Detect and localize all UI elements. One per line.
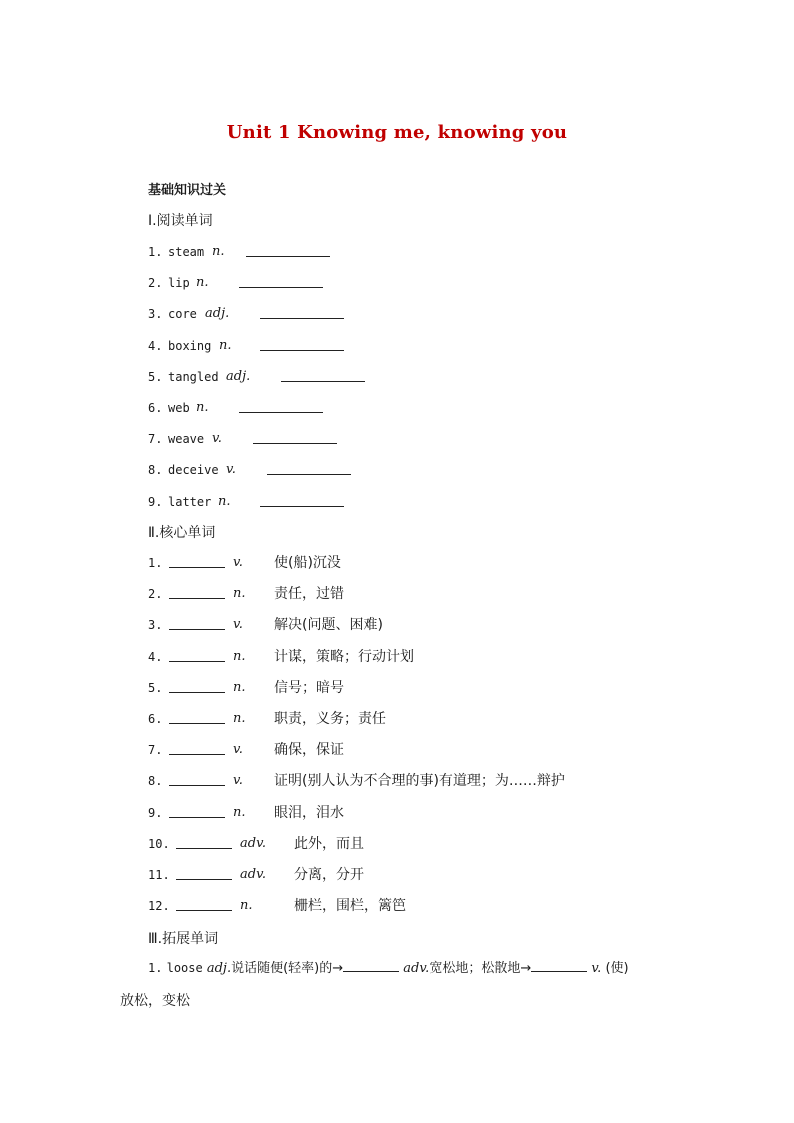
item-meaning: 信号；暗号 [274, 679, 344, 696]
item-pos: v. [212, 431, 222, 447]
item-pos: n. [233, 586, 246, 602]
answer-blank[interactable] [176, 879, 232, 880]
item-number: 6. [148, 712, 163, 726]
core-word-row [0, 771, 794, 791]
core-word-row [0, 584, 794, 604]
item-number: 4. [148, 649, 163, 664]
reading-word-row [0, 398, 794, 418]
item-word: tangled [168, 369, 219, 384]
item-number: 1. [148, 961, 163, 975]
answer-blank[interactable] [176, 848, 232, 849]
core-word-row [0, 678, 794, 698]
item-pos: n. [233, 804, 246, 820]
core-word-row [0, 740, 794, 760]
item-word: steam [168, 245, 205, 259]
item-meaning: 计谋，策略；行动计划 [274, 648, 414, 665]
reading-word-row [0, 336, 794, 356]
item-number: 4. [148, 338, 163, 353]
answer-blank[interactable] [169, 598, 225, 599]
answer-blank[interactable] [239, 287, 323, 288]
item-number: 3. [148, 307, 163, 322]
reading-word-row [0, 242, 794, 262]
reading-word-row [0, 273, 794, 293]
item-pos: v. [233, 617, 243, 633]
page-title: Unit 1 Knowing me, knowing you [226, 122, 568, 143]
item-meaning: 解决(问题、困难) [274, 617, 383, 634]
item-word: lip [168, 276, 190, 291]
item-word: deceive [168, 463, 219, 478]
answer-blank[interactable] [281, 381, 365, 382]
reading-word-row [0, 367, 794, 387]
item-pos: n. [218, 493, 231, 509]
item-meaning: 确保，保证 [274, 742, 344, 759]
item-number: 1. [148, 245, 163, 259]
item-word: core [168, 307, 197, 322]
item-word: latter [168, 494, 212, 509]
item-number: 5. [148, 680, 163, 695]
answer-blank[interactable] [531, 959, 587, 972]
item-word: loose [166, 961, 203, 975]
item-word: weave [168, 432, 205, 447]
extended-item-1-continuation: 放松，变松 [120, 993, 190, 1009]
item-pos: v. [591, 961, 602, 976]
item-number: 5. [148, 369, 163, 384]
answer-blank[interactable] [343, 959, 399, 972]
item-number: 9. [148, 805, 163, 820]
reading-word-row [0, 492, 794, 512]
item-pos: n. [212, 244, 225, 259]
item-pos: adj. [205, 306, 230, 322]
answer-blank[interactable] [176, 910, 232, 911]
item-pos: adv. [240, 835, 267, 851]
item-pos: n. [233, 648, 246, 664]
section-heading-core-words: Ⅱ.核心单词 [148, 525, 216, 541]
answer-blank[interactable] [169, 629, 225, 630]
answer-blank[interactable] [267, 474, 351, 475]
item-pos: v. [233, 555, 243, 570]
item-meaning: 此外，而且 [294, 835, 364, 852]
answer-blank[interactable] [260, 318, 344, 319]
item-word: web [168, 401, 190, 415]
core-word-row [0, 709, 794, 729]
core-word-row [0, 834, 794, 854]
reading-word-row [0, 304, 794, 324]
item-meaning: 证明(别人认为不合理的事)有道理；为……辩护 [274, 773, 565, 790]
core-word-row [0, 896, 794, 916]
section-subtitle: 基础知识过关 [148, 183, 227, 198]
item-meaning: 职责，义务；责任 [274, 711, 386, 727]
answer-blank[interactable] [169, 692, 225, 693]
item-number: 3. [148, 618, 163, 633]
item-number: 8. [148, 774, 163, 789]
item-pos: n. [196, 275, 209, 291]
section-heading-extended-words: Ⅲ.拓展单词 [148, 931, 219, 947]
answer-blank[interactable] [239, 412, 323, 413]
item-number: 7. [148, 432, 163, 447]
answer-blank[interactable] [169, 785, 225, 786]
item-pos: v. [226, 462, 236, 478]
item-meaning: 栅栏，围栏，篱笆 [294, 898, 406, 915]
item-pos: n. [196, 400, 209, 415]
answer-blank[interactable] [260, 506, 344, 507]
answer-blank[interactable] [253, 443, 337, 444]
item-number: 2. [148, 276, 163, 291]
core-word-row [0, 865, 794, 885]
item-pos: n. [233, 711, 246, 726]
item-number: 1. [148, 556, 163, 570]
answer-blank[interactable] [260, 350, 344, 351]
item-pos: v. [233, 742, 243, 758]
item-pos: adv. [403, 961, 430, 976]
item-number: 7. [148, 743, 163, 758]
item-pos: adj. [226, 368, 251, 384]
item-pos: adv. [240, 867, 267, 882]
item-number: 2. [148, 587, 163, 602]
item-pos: n. [240, 898, 253, 914]
answer-blank[interactable] [246, 256, 330, 257]
item-number: 11. [148, 868, 170, 882]
section-heading-reading-words: Ⅰ.阅读单词 [148, 213, 213, 229]
item-meaning: 眼泪，泪水 [274, 804, 344, 821]
item-number: 12. [148, 899, 170, 914]
item-meaning: (使) [605, 961, 629, 976]
reading-word-row [0, 429, 794, 449]
item-meaning: 说话随便(轻率)的→ [231, 961, 344, 976]
item-meaning: 责任，过错 [274, 586, 344, 603]
item-pos: n. [219, 337, 232, 353]
item-number: 8. [148, 463, 163, 478]
answer-blank[interactable] [169, 817, 225, 818]
item-word: boxing [168, 338, 212, 353]
answer-blank[interactable] [169, 754, 225, 755]
item-number: 6. [148, 401, 163, 415]
answer-blank[interactable] [169, 567, 225, 568]
reading-word-row [0, 460, 794, 480]
core-word-row [0, 553, 794, 573]
item-meaning: 宽松地；松散地→ [429, 961, 532, 976]
item-number: 9. [148, 494, 163, 509]
core-word-row [0, 647, 794, 667]
item-pos: n. [233, 679, 246, 695]
item-pos: adj. [206, 961, 232, 976]
item-meaning: 分离，分开 [294, 867, 364, 883]
core-word-row [0, 615, 794, 635]
item-pos: v. [233, 773, 243, 789]
item-number: 10. [148, 836, 170, 851]
item-meaning: 使(船)沉没 [274, 555, 341, 571]
answer-blank[interactable] [169, 661, 225, 662]
answer-blank[interactable] [169, 723, 225, 724]
extended-item-1 [148, 958, 629, 979]
core-word-row [0, 803, 794, 823]
